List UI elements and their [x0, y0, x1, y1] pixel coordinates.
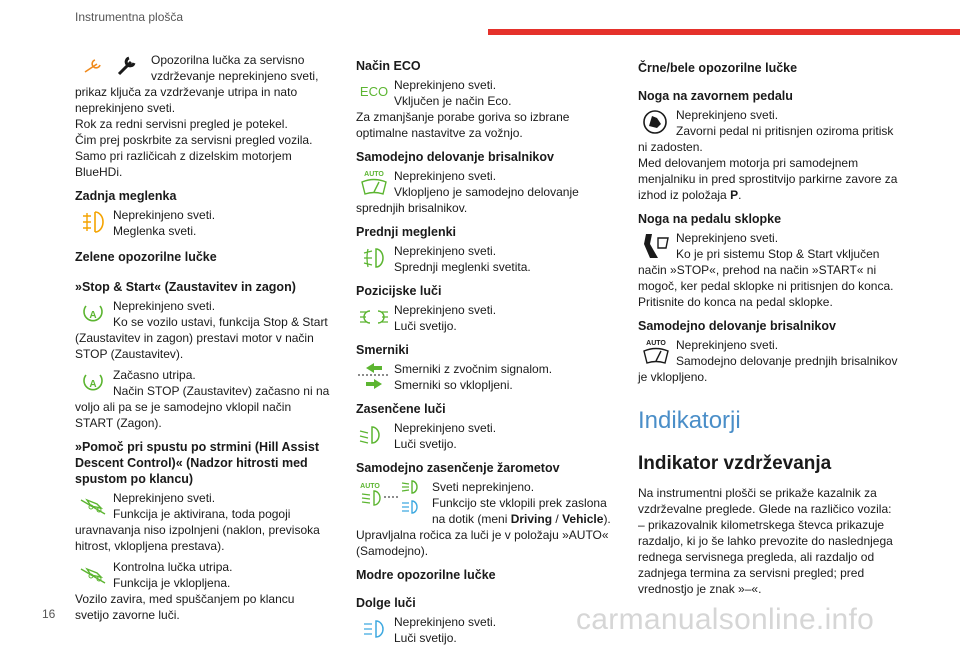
main-beam-title: Dolge luči [356, 596, 416, 610]
position-lights-line-1: Neprekinjeno sveti. [394, 303, 497, 317]
maintenance-indicator-title: Indikator vzdrževanja [638, 453, 832, 474]
hill-descent-flash-line-2: Funkcija je vklopljena. [113, 576, 231, 590]
eco-icon-label: ECO [359, 84, 389, 99]
header-accent-bar [488, 29, 960, 35]
main-beam-line-2: Luči svetijo. [394, 631, 457, 645]
clutch-pedal-title: Noga na pedalu sklopke [638, 212, 782, 226]
rear-fog-icon [75, 207, 111, 237]
turn-signal-icon [356, 361, 392, 391]
bw-auto-wiper-icon [638, 337, 674, 367]
stop-start-icon [75, 298, 111, 328]
bw-wiper-line-2: Samodejno delovanje prednjih brisalnikov je vklopljeno. [638, 354, 898, 384]
section-header: Instrumentna plošča [75, 10, 184, 24]
wiper-title: Samodejno delovanje brisalnikov [356, 150, 554, 164]
column-middle [356, 52, 612, 651]
service-text-1: Opozorilna lučka za servisno vzdrževanje neprekinjeno sveti, prikaz ključa za vzdrževanje utripa in nato neprekinjeno sveti. [75, 53, 319, 115]
rear-fog-line-1: Neprekinjeno sveti. [113, 208, 216, 222]
auto-dip-line-1: Sveti neprekinjeno. [432, 480, 535, 494]
hill-descent-line-2: Funkcija je aktivirana, toda pogoji uravnavanja niso izpolnjeni (naklon, previsoka hitrost, vklopljena prestava). [75, 507, 320, 553]
hill-descent-flash-line-3: Vozilo zavira, med spuščanjem po klancu svetijo zavorne luči. [75, 592, 295, 622]
turn-signal-title: Smerniki [356, 343, 409, 357]
brake-pedal-title: Noga na zavornem pedalu [638, 89, 793, 103]
hill-descent-flash-icon [75, 559, 111, 589]
service-block [75, 52, 331, 180]
hill-descent-icon [75, 490, 111, 520]
rear-fog-title: Zadnja meglenka [75, 189, 177, 203]
wiper-line-2: Vklopljeno je samodejno delovanje sprednjih brisalnikov. [356, 185, 579, 215]
dipped-beam-title: Zasenčene luči [356, 402, 446, 416]
eco-title: Način ECO [356, 59, 421, 73]
eco-line-3: Za zmanjšanje porabe goriva so izbrane optimalne nastavitve za vožnjo. [356, 110, 570, 140]
front-fog-icon [356, 243, 392, 273]
bw-wiper-line-1: Neprekinjeno sveti. [676, 338, 779, 352]
dipped-beam-icon [356, 420, 392, 450]
stop-start-flash-icon [75, 367, 111, 397]
bw-section-title: Črne/bele opozorilne lučke [638, 61, 798, 75]
clutch-pedal-line-1: Neprekinjeno sveti. [676, 231, 779, 245]
stop-start-line-2: Ko se vozilo ustavi, funkcija Stop & Start (Zaustavitev in zagon) prestavi motor v način STOP (Zaustavitev). [75, 315, 328, 361]
indicators-title: Indikatorji [638, 407, 741, 434]
front-fog-line-2: Sprednji meglenki svetita. [394, 260, 531, 274]
auto-dip-title: Samodejno zasenčenje žarometov [356, 461, 560, 475]
position-lights-icon [356, 302, 392, 332]
column-right [638, 52, 902, 597]
auto-dip-icon-label: AUTO [360, 483, 380, 490]
brake-pedal-line-3: Med delovanjem motorja pri samodejnem menjalniku in pred sprostitvijo parkirne zavore za izhod iz položaja P. [638, 156, 898, 202]
maintenance-bullet: – prikazovalnik kilometrskega števca prikazuje razdaljo, ki jo še lahko prevozite do naslednjega rednega servisnega pregleda, ali razdaljo od zadnjega termina za servisni pregled; pred vrednostjo je znak »–«. [638, 518, 893, 596]
hill-descent-flash-line-1: Kontrolna lučka utripa. [113, 560, 233, 574]
turn-signal-line-2: Smerniki so vklopljeni. [394, 378, 513, 392]
svg-text:A: A [89, 310, 97, 321]
position-lights-line-2: Luči svetijo. [394, 319, 457, 333]
front-fog-title: Prednji meglenki [356, 225, 457, 239]
page-number: 16 [42, 607, 56, 621]
stop-start-line-1: Neprekinjeno sveti. [113, 299, 216, 313]
dipped-beam-line-2: Luči svetijo. [394, 437, 457, 451]
eco-line-1: Neprekinjeno sveti. [394, 78, 497, 92]
blue-section-title: Modre opozorilne lučke [356, 568, 496, 582]
brake-pedal-line-1: Neprekinjeno sveti. [676, 108, 779, 122]
auto-wiper-icon-label: AUTO [364, 171, 384, 178]
eco-icon [356, 77, 392, 107]
maintenance-text: Na instrumentni plošči se prikaže kazalnik za vzdrževalne preglede. Glede na različico vozila: [638, 486, 892, 516]
service-text-4: Samo pri različicah z dizelskim motorjem BlueHDi. [75, 149, 292, 179]
service-text-2: Rok za redni servisni pregled je potekel. [75, 117, 288, 131]
column-left [75, 52, 331, 628]
stop-start-title: »Stop & Start« (Zaustavitev in zagon) [75, 280, 296, 294]
hill-descent-line-1: Neprekinjeno sveti. [113, 491, 216, 505]
front-fog-line-1: Neprekinjeno sveti. [394, 244, 497, 258]
position-lights-title: Pozicijske luči [356, 284, 442, 298]
auto-dip-line-2: Funkcijo ste vklopili prek zaslona na dotik (meni Driving / Vehicle). [432, 496, 611, 526]
brake-pedal-icon [638, 107, 674, 137]
clutch-pedal-line-2: Ko je pri sistemu Stop & Start vključen način »STOP«, prehod na način »START« ni mogoč, ker pedal sklopke ni pritisnjen do konca. [638, 247, 894, 293]
bw-wiper-title: Samodejno delovanje brisalnikov [638, 319, 836, 333]
stop-start-flash-line-1: Začasno utripa. [113, 368, 196, 382]
rear-fog-line-2: Meglenka sveti. [113, 224, 197, 238]
auto-dip-icons [356, 479, 430, 515]
service-spanner-icon [75, 52, 149, 80]
brake-pedal-line-2: Zavorni pedal ni pritisnjen oziroma pritisk ni zadosten. [638, 124, 894, 154]
clutch-pedal-line-3: Pritisnite do konca na pedal sklopke. [638, 295, 833, 309]
green-section-title: Zelene opozorilne lučke [75, 250, 217, 264]
svg-text:A: A [89, 379, 97, 390]
clutch-pedal-icon [638, 230, 674, 260]
watermark: carmanualsonline.info [576, 603, 875, 636]
auto-dip-line-3: Upravljalna ročica za luči je v položaju »AUTO« (Samodejno). [356, 528, 609, 558]
stop-start-flash-line-2: Način STOP (Zaustavitev) začasno ni na voljo ali pa se je samodejno vklopil način START (Zagon). [75, 384, 330, 430]
auto-wiper-icon [356, 168, 392, 198]
main-beam-line-1: Neprekinjeno sveti. [394, 615, 497, 629]
wiper-line-1: Neprekinjeno sveti. [394, 169, 497, 183]
turn-signal-line-1: Smerniki z zvočnim signalom. [394, 362, 553, 376]
hill-descent-title: »Pomoč pri spustu po strmini (Hill Assist Descent Control)« (Nadzor hitrosti med spustom po klancu) [75, 440, 320, 486]
dipped-beam-line-1: Neprekinjeno sveti. [394, 421, 497, 435]
eco-line-2: Vključen je način Eco. [394, 94, 512, 108]
service-text-3: Čim prej poskrbite za servisni pregled vozila. [75, 133, 313, 147]
bw-auto-wiper-icon-label: AUTO [646, 340, 666, 347]
